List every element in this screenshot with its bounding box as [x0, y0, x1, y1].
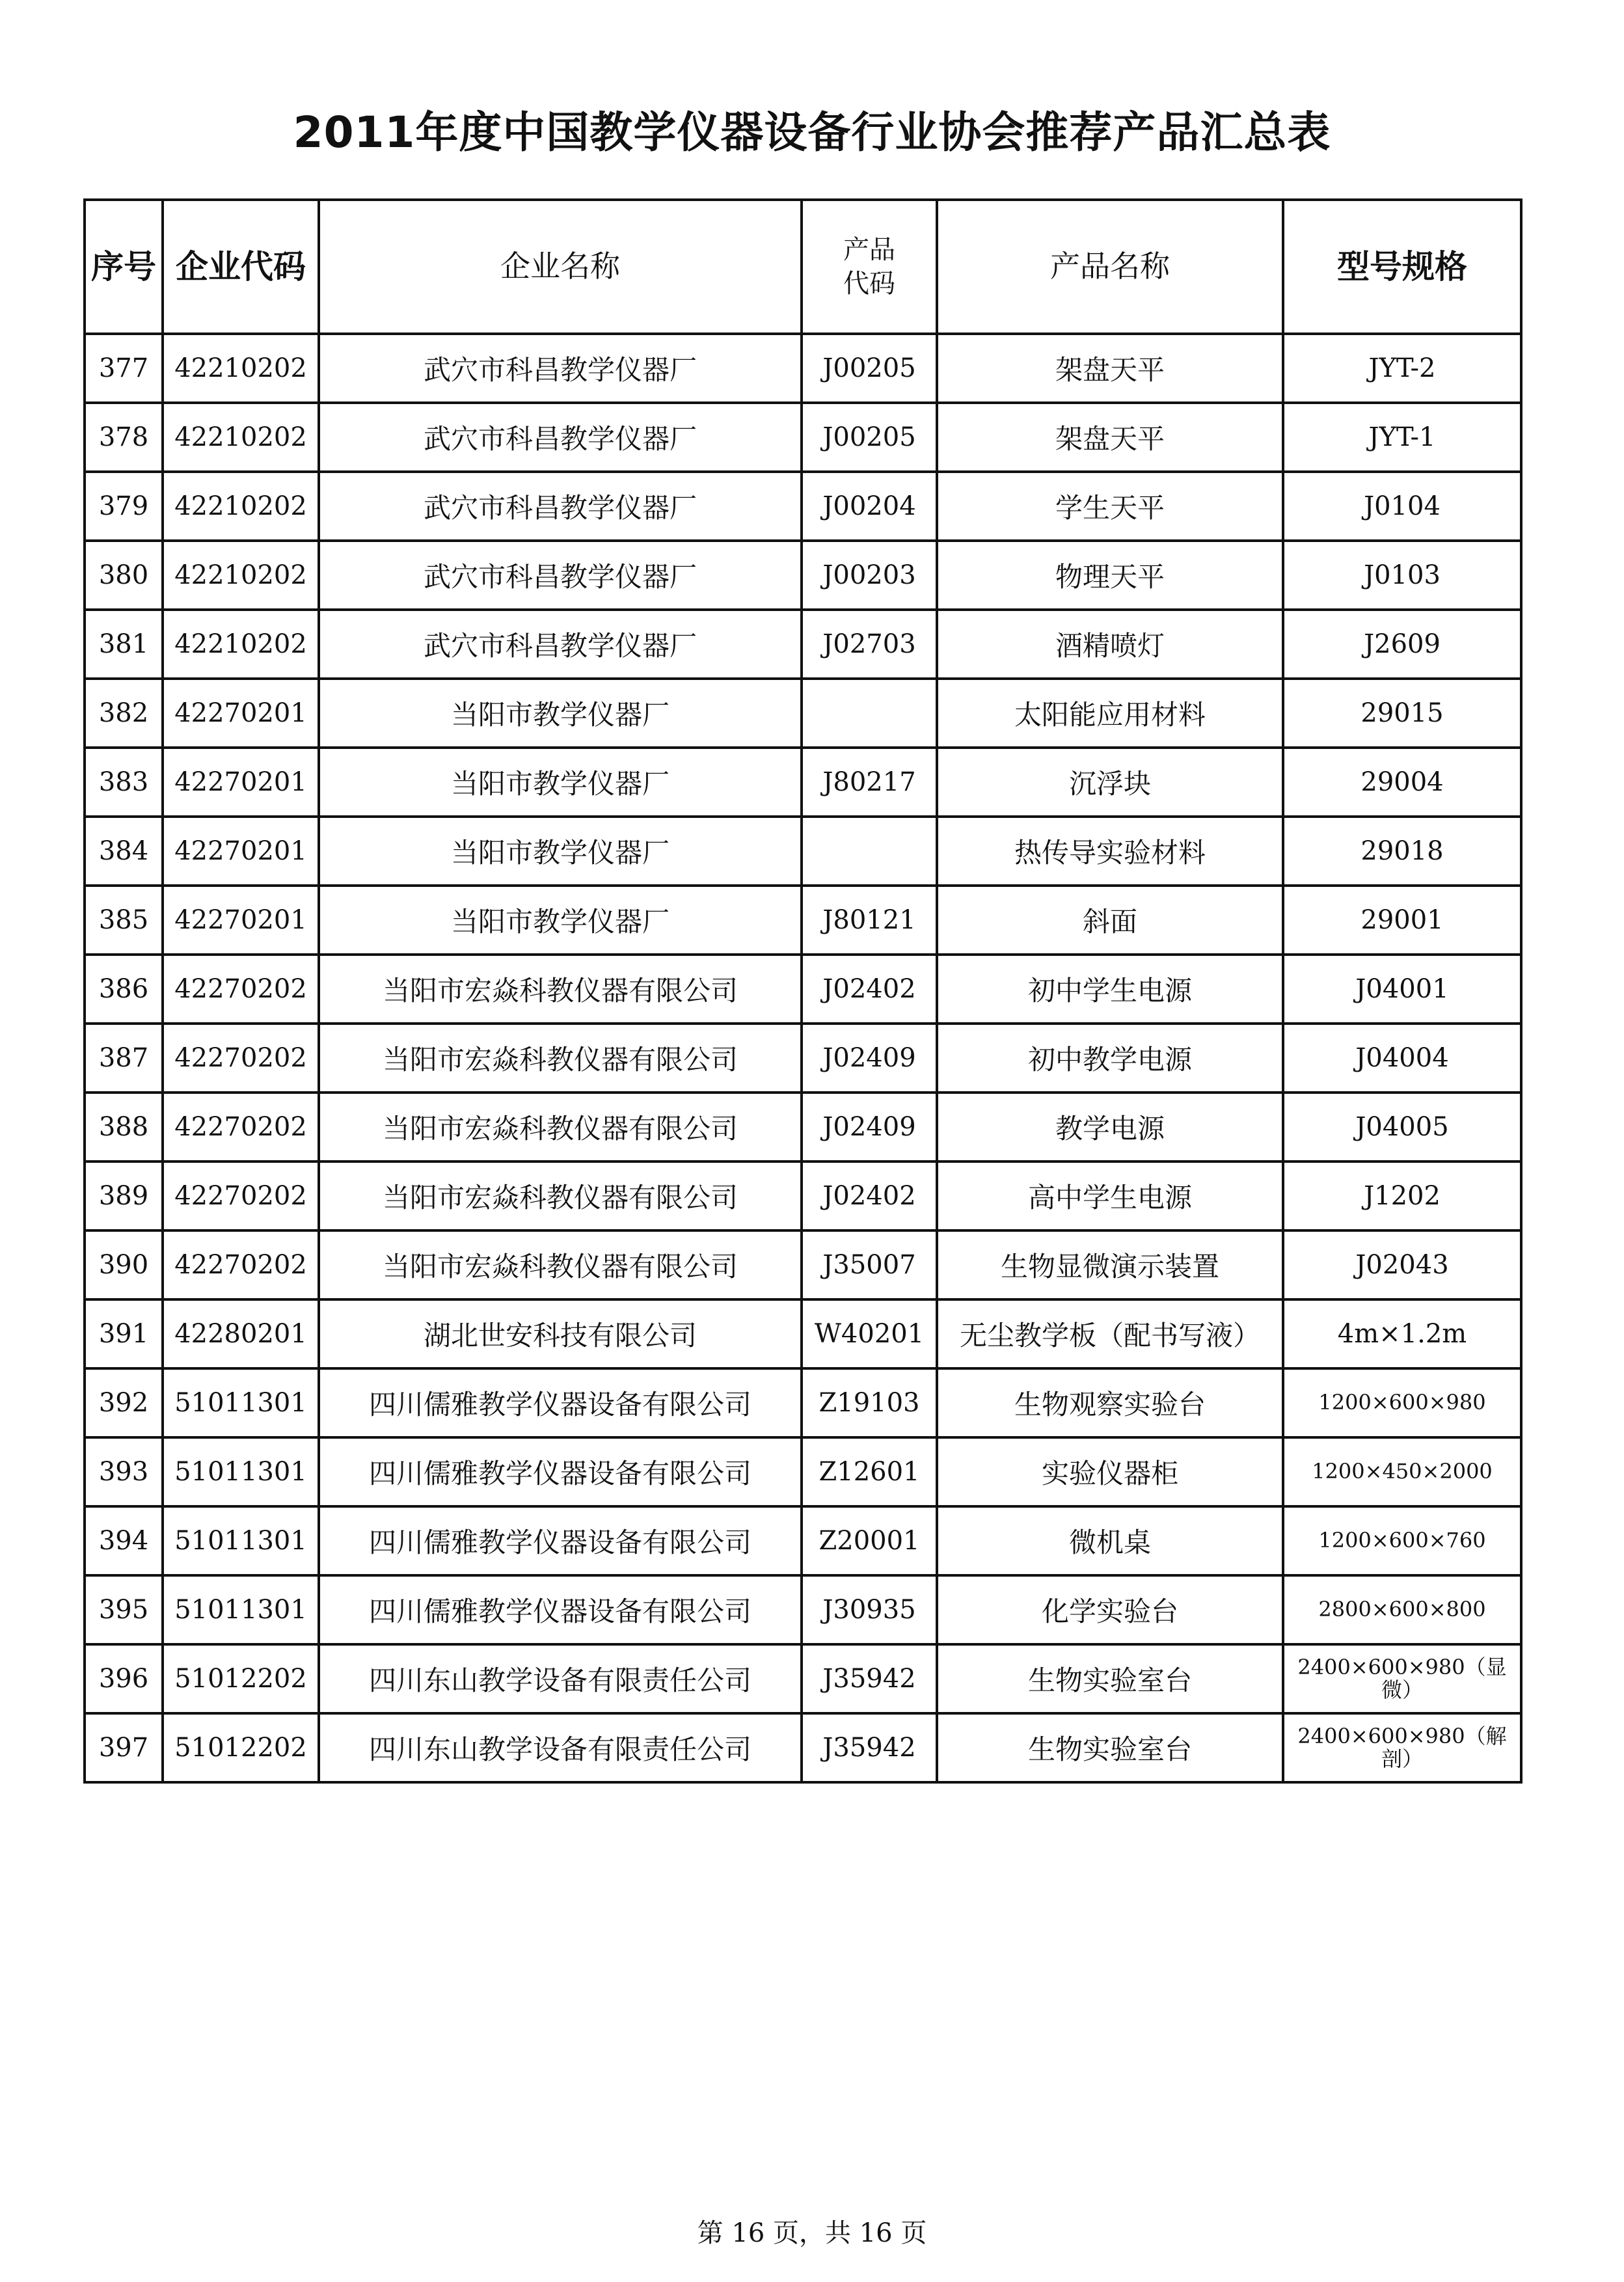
company-code-cell: 42210202 — [163, 334, 319, 403]
company-name-cell: 当阳市教学仪器厂 — [319, 679, 802, 748]
row-index: 392 — [85, 1368, 163, 1437]
row-index: 387 — [85, 1024, 163, 1093]
table-row — [85, 955, 1521, 1024]
product-name-cell: 教学电源 — [937, 1093, 1283, 1161]
table-row — [85, 1368, 1521, 1437]
product-code-cell: J35942 — [802, 1644, 937, 1713]
product-name-cell: 实验仪器柜 — [937, 1437, 1283, 1506]
spec-cell: 2400×600×980（显微） — [1283, 1644, 1521, 1713]
product-code-cell: J02409 — [802, 1093, 937, 1161]
product-name-cell: 生物观察实验台 — [937, 1368, 1283, 1437]
spec-cell: JYT-2 — [1283, 334, 1521, 403]
page-footer: 第 16 页，共 16 页 — [697, 2218, 927, 2248]
row-index: 389 — [85, 1161, 163, 1230]
header-product-name: 产品名称 — [937, 200, 1283, 334]
company-name-cell: 武穴市科昌教学仪器厂 — [319, 610, 802, 679]
product-name-cell: 沉浮块 — [937, 748, 1283, 817]
product-code-cell: J00205 — [802, 334, 937, 403]
header-product-code — [802, 200, 937, 334]
spec-cell: J0104 — [1283, 472, 1521, 541]
company-code-cell: 51012202 — [163, 1644, 319, 1713]
company-name-cell: 当阳市教学仪器厂 — [319, 817, 802, 886]
product-code-cell: J02402 — [802, 1161, 937, 1230]
row-index: 394 — [85, 1506, 163, 1575]
spec-cell: 4m×1.2m — [1283, 1299, 1521, 1368]
product-code-cell: J80121 — [802, 886, 937, 955]
product-code-cell: J00205 — [802, 403, 937, 472]
company-name-cell: 当阳市宏焱科教仪器有限公司 — [319, 1161, 802, 1230]
product-code-cell: J30935 — [802, 1575, 937, 1644]
company-name-cell: 四川儒雅教学仪器设备有限公司 — [319, 1437, 802, 1506]
table-row — [85, 748, 1521, 817]
row-index: 397 — [85, 1713, 163, 1782]
table-row — [85, 1230, 1521, 1299]
table-row — [85, 403, 1521, 472]
table-row — [85, 1093, 1521, 1161]
product-name-cell: 高中学生电源 — [937, 1161, 1283, 1230]
spec-cell: J0103 — [1283, 541, 1521, 610]
table-row — [85, 817, 1521, 886]
product-code-cell: J02703 — [802, 610, 937, 679]
spec-cell: J04004 — [1283, 1024, 1521, 1093]
company-name-cell: 湖北世安科技有限公司 — [319, 1299, 802, 1368]
table-row — [85, 1713, 1521, 1782]
spec-cell: 29018 — [1283, 817, 1521, 886]
spec-cell: 29015 — [1283, 679, 1521, 748]
spec-cell: 1200×600×980 — [1283, 1368, 1521, 1437]
row-index: 385 — [85, 886, 163, 955]
company-code-cell: 42210202 — [163, 541, 319, 610]
table-row — [85, 541, 1521, 610]
company-name-cell: 当阳市宏焱科教仪器有限公司 — [319, 1093, 802, 1161]
product-name-cell: 化学实验台 — [937, 1575, 1283, 1644]
product-code-cell: J35942 — [802, 1713, 937, 1782]
row-index: 377 — [85, 334, 163, 403]
company-name-cell: 当阳市宏焱科教仪器有限公司 — [319, 1230, 802, 1299]
company-name-cell: 四川东山教学设备有限责任公司 — [319, 1713, 802, 1782]
row-index: 384 — [85, 817, 163, 886]
product-name-cell: 斜面 — [937, 886, 1283, 955]
company-code-cell: 42280201 — [163, 1299, 319, 1368]
product-name-cell: 生物实验室台 — [937, 1713, 1283, 1782]
spec-cell: 2800×600×800 — [1283, 1575, 1521, 1644]
table-row — [85, 1024, 1521, 1093]
row-index: 382 — [85, 679, 163, 748]
product-name-cell: 酒精喷灯 — [937, 610, 1283, 679]
company-code-cell: 42210202 — [163, 610, 319, 679]
company-name-cell: 四川东山教学设备有限责任公司 — [319, 1644, 802, 1713]
company-code-cell: 42270201 — [163, 679, 319, 748]
row-index: 386 — [85, 955, 163, 1024]
table-row — [85, 334, 1521, 403]
company-name-cell: 当阳市教学仪器厂 — [319, 886, 802, 955]
spec-cell: J02043 — [1283, 1230, 1521, 1299]
company-code-cell: 51011301 — [163, 1575, 319, 1644]
product-code-cell: Z19103 — [802, 1368, 937, 1437]
table-header-row — [85, 200, 1521, 334]
row-index: 379 — [85, 472, 163, 541]
company-code-cell: 42210202 — [163, 472, 319, 541]
product-code-cell: J02402 — [802, 955, 937, 1024]
company-name-cell: 当阳市宏焱科教仪器有限公司 — [319, 955, 802, 1024]
table-row — [85, 1437, 1521, 1506]
table-row — [85, 1161, 1521, 1230]
product-code-cell: J00204 — [802, 472, 937, 541]
product-code-cell: W40201 — [802, 1299, 937, 1368]
row-index: 396 — [85, 1644, 163, 1713]
row-index: 388 — [85, 1093, 163, 1161]
row-index: 393 — [85, 1437, 163, 1506]
header-index: 序号 — [85, 200, 163, 334]
product-name-cell: 物理天平 — [937, 541, 1283, 610]
table-row — [85, 1575, 1521, 1644]
row-index: 380 — [85, 541, 163, 610]
company-code-cell: 51011301 — [163, 1368, 319, 1437]
table-row — [85, 1299, 1521, 1368]
product-name-cell: 生物显微演示装置 — [937, 1230, 1283, 1299]
table-row — [85, 610, 1521, 679]
spec-cell: J04001 — [1283, 955, 1521, 1024]
company-code-cell: 42270201 — [163, 748, 319, 817]
spec-cell: J2609 — [1283, 610, 1521, 679]
company-name-cell: 四川儒雅教学仪器设备有限公司 — [319, 1506, 802, 1575]
company-code-cell: 42270201 — [163, 817, 319, 886]
product-name-cell: 太阳能应用材料 — [937, 679, 1283, 748]
product-name-cell: 初中学生电源 — [937, 955, 1283, 1024]
product-code-cell — [802, 679, 937, 748]
spec-cell: 29001 — [1283, 886, 1521, 955]
spec-cell: 1200×450×2000 — [1283, 1437, 1521, 1506]
company-name-cell: 武穴市科昌教学仪器厂 — [319, 334, 802, 403]
product-name-cell: 架盘天平 — [937, 403, 1283, 472]
product-code-cell: J02409 — [802, 1024, 937, 1093]
company-code-cell: 51012202 — [163, 1713, 319, 1782]
product-table — [83, 198, 1522, 1784]
product-name-cell: 热传导实验材料 — [937, 817, 1283, 886]
company-code-cell: 42270202 — [163, 1093, 319, 1161]
product-code-cell: J35007 — [802, 1230, 937, 1299]
spec-cell: 29004 — [1283, 748, 1521, 817]
company-code-cell: 42210202 — [163, 403, 319, 472]
row-index: 390 — [85, 1230, 163, 1299]
row-index: 378 — [85, 403, 163, 472]
company-code-cell: 51011301 — [163, 1506, 319, 1575]
row-index: 391 — [85, 1299, 163, 1368]
spec-cell: JYT-1 — [1283, 403, 1521, 472]
company-name-cell: 武穴市科昌教学仪器厂 — [319, 472, 802, 541]
spec-cell: J1202 — [1283, 1161, 1521, 1230]
header-company-name: 企业名称 — [319, 200, 802, 334]
table-body — [85, 334, 1521, 1782]
header-company-code: 企业代码 — [163, 200, 319, 334]
company-code-cell: 42270201 — [163, 886, 319, 955]
company-name-cell: 武穴市科昌教学仪器厂 — [319, 403, 802, 472]
company-name-cell: 当阳市宏焱科教仪器有限公司 — [319, 1024, 802, 1093]
table-row — [85, 1644, 1521, 1713]
table-row — [85, 1506, 1521, 1575]
product-code-cell: J80217 — [802, 748, 937, 817]
table-row — [85, 886, 1521, 955]
product-name-cell: 学生天平 — [937, 472, 1283, 541]
header-product-code-text: 产品代码 — [843, 235, 895, 299]
company-code-cell: 42270202 — [163, 1230, 319, 1299]
company-code-cell: 42270202 — [163, 1161, 319, 1230]
product-name-cell: 初中教学电源 — [937, 1024, 1283, 1093]
row-index: 395 — [85, 1575, 163, 1644]
spec-cell: 2400×600×980（解剖） — [1283, 1713, 1521, 1782]
row-index: 383 — [85, 748, 163, 817]
table-row — [85, 472, 1521, 541]
page-title: 2011年度中国教学仪器设备行业协会推荐产品汇总表 — [293, 107, 1331, 157]
product-name-cell: 架盘天平 — [937, 334, 1283, 403]
company-name-cell: 武穴市科昌教学仪器厂 — [319, 541, 802, 610]
company-code-cell: 42270202 — [163, 1024, 319, 1093]
product-name-cell: 微机桌 — [937, 1506, 1283, 1575]
row-index: 381 — [85, 610, 163, 679]
product-code-cell: Z12601 — [802, 1437, 937, 1506]
spec-cell: 1200×600×760 — [1283, 1506, 1521, 1575]
company-name-cell: 四川儒雅教学仪器设备有限公司 — [319, 1575, 802, 1644]
product-code-cell: J00203 — [802, 541, 937, 610]
product-code-cell: Z20001 — [802, 1506, 937, 1575]
company-name-cell: 四川儒雅教学仪器设备有限公司 — [319, 1368, 802, 1437]
header-spec: 型号规格 — [1283, 200, 1521, 334]
product-name-cell: 生物实验室台 — [937, 1644, 1283, 1713]
product-code-cell — [802, 817, 937, 886]
spec-cell: J04005 — [1283, 1093, 1521, 1161]
company-code-cell: 51011301 — [163, 1437, 319, 1506]
company-code-cell: 42270202 — [163, 955, 319, 1024]
product-name-cell: 无尘教学板（配书写液） — [937, 1299, 1283, 1368]
table-row — [85, 679, 1521, 748]
company-name-cell: 当阳市教学仪器厂 — [319, 748, 802, 817]
